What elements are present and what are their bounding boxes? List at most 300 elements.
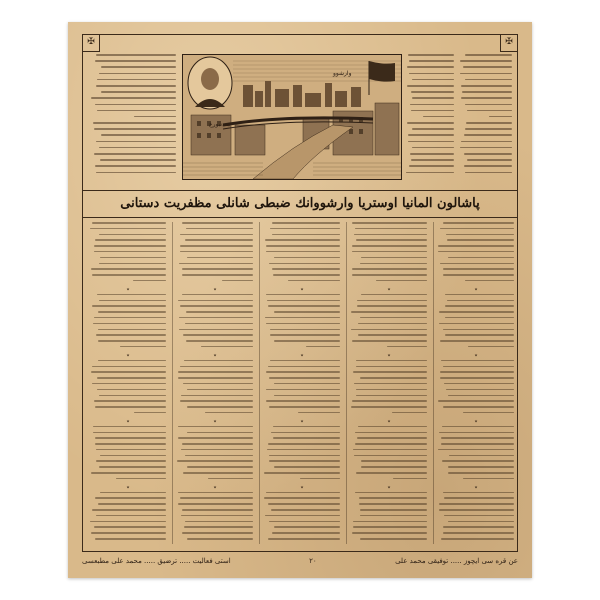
illegible-text-line [298,412,340,414]
illegible-text-line [179,329,253,331]
illegible-text-line [99,395,166,397]
illegible-text-line [272,222,340,224]
illegible-text-line [92,305,166,307]
illegible-text-line [201,346,253,348]
illegible-text-line [93,426,166,428]
illegible-text-line [353,449,427,451]
illegible-text-line [354,234,427,236]
illegible-text-line [464,165,512,167]
illegible-text-line [187,432,253,434]
illegible-text-line [360,317,427,319]
section-divider-icon: ٭ [213,417,217,425]
illegible-text-line [361,257,427,259]
top-right-text-column [460,54,512,178]
illegible-text-line [177,460,253,462]
illegible-text-line [438,400,514,402]
illegible-text-line [96,172,176,174]
illegible-text-line [269,460,340,462]
illegible-text-line [116,478,166,480]
illegible-text-line [438,449,514,451]
illegible-text-line [439,432,514,434]
illegible-text-line [306,346,340,348]
illegible-text-line [93,323,166,325]
illegible-text-line [355,432,427,434]
illegible-text-line [354,383,427,385]
illegible-text-line [266,294,340,296]
illegible-text-line [182,274,253,276]
illegible-text-line [440,377,514,379]
illegible-text-line [356,366,427,368]
illegible-text-line [460,147,512,149]
section-divider-icon: ٭ [387,351,391,359]
illegible-text-line [360,263,427,265]
illegible-text-line [463,412,514,414]
illegible-text-line [448,472,514,474]
illegible-text-line [300,478,340,480]
illegible-text-line [439,503,514,505]
illegible-text-line [439,509,514,511]
top-left-text-column [90,54,176,178]
illegible-text-line [183,472,253,474]
illegible-text-line [265,515,340,517]
illegible-text-line [274,526,340,528]
newspaper-sheet [68,22,532,578]
illegible-text-line [411,110,454,112]
illegible-text-line [440,340,514,342]
section-divider-icon: ٭ [126,417,130,425]
corner-ornament-icon: ✠ [500,34,518,52]
illegible-text-line [96,141,176,143]
illegible-text-line [412,128,454,130]
illegible-text-line [467,110,512,112]
illegible-text-line [95,60,176,62]
text-column [346,222,427,544]
illegible-text-line [222,280,253,282]
illegible-text-line [97,79,176,81]
illegible-text-line [91,472,166,474]
illegible-text-line [268,366,340,368]
illegible-text-line [92,274,166,276]
illegible-text-line [270,360,340,362]
illegible-text-line [205,412,253,414]
illegible-text-line [97,377,166,379]
illegible-text-line [268,305,340,307]
illegible-text-line [134,412,166,414]
illegible-text-line [95,497,166,499]
illegible-text-line [267,300,340,302]
illegible-text-line [101,91,176,93]
illegible-text-line [443,526,514,528]
illegible-text-line [94,153,176,155]
illegible-text-line [408,54,454,56]
illegible-text-line [98,503,166,505]
illegible-text-line [352,245,427,247]
illegible-text-line [354,455,427,457]
illegible-text-line [95,239,166,241]
illegible-text-line [357,437,427,439]
illegible-text-line [96,85,176,87]
illegible-text-line [272,268,340,270]
illegible-text-line [182,532,253,534]
illegible-text-line [185,323,253,325]
illegible-text-line [439,323,514,325]
illegible-text-line [448,466,514,468]
illegible-text-line [181,449,253,451]
illegible-text-line [95,406,166,408]
illegible-text-line [178,503,253,505]
illegible-text-line [464,153,512,155]
section-divider-icon: ٭ [213,351,217,359]
illegible-text-line [438,245,514,247]
illegible-text-line [274,383,340,385]
illegible-text-line [178,300,253,302]
illegible-text-line [358,323,427,325]
section-divider-icon: ٭ [300,417,304,425]
illegible-text-line [361,460,427,462]
illegible-text-line [178,371,253,373]
section-divider-icon: ٭ [387,285,391,293]
illegible-text-line [446,234,514,236]
illegible-text-line [97,294,166,296]
illegible-text-line [186,311,253,313]
section-divider-icon: ٭ [213,285,217,293]
illegible-text-line [272,532,340,534]
illegible-text-line [409,165,454,167]
illegible-text-line [266,371,340,373]
illegible-text-line [412,147,454,149]
illegible-text-line [441,538,514,540]
illegible-text-line [133,280,166,282]
section-divider-icon: ٭ [387,483,391,491]
illegible-text-line [91,268,166,270]
illegible-text-line [356,472,427,474]
illegible-text-line [461,141,512,143]
illegible-text-line [273,274,340,276]
illegible-text-line [353,371,427,373]
illegible-text-line [407,66,454,68]
section-divider-icon: ٭ [474,483,478,491]
illegible-text-line [356,389,427,391]
illegible-text-line [99,234,166,236]
illegible-text-line [274,257,340,259]
illegible-text-line [441,360,514,362]
illegible-text-line [269,521,340,523]
illegible-text-line [92,366,166,368]
illegible-text-line [99,73,176,75]
illegible-text-line [266,492,340,494]
illegible-text-line [186,228,253,230]
illegible-text-line [445,305,514,307]
illegible-text-line [269,263,340,265]
illegible-text-line [356,239,427,241]
illegible-text-line [180,245,253,247]
illegible-text-line [357,305,427,307]
illegible-text-line [273,437,340,439]
illegible-text-line [406,172,454,174]
illegible-text-line [95,443,166,445]
section-divider-icon: ٭ [126,285,130,293]
illegible-text-line [465,104,512,106]
illegible-text-line [97,110,176,112]
illegible-text-line [179,263,253,265]
section-divider-icon: ٭ [387,417,391,425]
illegible-text-line [273,426,340,428]
illegible-text-line [96,334,166,336]
illegible-text-line [410,104,454,106]
illegible-text-line [178,437,253,439]
illegible-text-line [274,311,340,313]
illegible-text-line [438,251,514,253]
illegible-text-line [464,134,512,136]
illegible-text-line [269,455,340,457]
illegible-text-line [445,294,514,296]
illegible-text-line [95,538,166,540]
illegible-text-line [443,222,514,224]
illegible-text-line [351,406,427,408]
footer-left-imprint: استی فعالیت ..... ترضیق ..... محمد علی مطبعسی [82,557,231,565]
illegible-text-line [94,251,166,253]
illegible-text-line [265,317,340,319]
illegible-text-line [180,400,253,402]
illegible-text-line [355,492,427,494]
illegible-text-line [448,521,514,523]
illegible-text-line [443,274,514,276]
illegible-text-line [466,122,512,124]
illegible-text-line [91,371,166,373]
illegible-text-line [270,228,340,230]
illegible-text-line [463,478,514,480]
engraving-caption: وارشوو [333,70,352,77]
illegible-text-line [95,104,176,106]
illegible-text-line [94,526,166,528]
illegible-text-line [99,147,176,149]
illegible-text-line [446,389,514,391]
illegible-text-line [179,317,253,319]
illegible-text-line [449,455,514,457]
text-column [259,222,340,544]
illegible-text-line [351,311,427,313]
illegible-text-line [185,239,253,241]
illegible-text-line [184,526,253,528]
illegible-text-line [442,460,514,462]
illegible-text-line [95,165,176,167]
illegible-text-line [185,521,253,523]
illegible-text-line [447,300,514,302]
illegible-text-line [268,443,340,445]
illegible-text-line [443,492,514,494]
illegible-text-line [94,128,176,130]
illegible-text-line [445,317,514,319]
illegible-text-line [448,395,514,397]
illegible-text-line [409,60,454,62]
illegible-text-line [185,455,253,457]
illegible-text-line [355,443,427,445]
illegible-text-line [120,346,166,348]
illegible-text-line [356,395,427,397]
illegible-text-line [352,340,427,342]
illegible-text-line [90,521,166,523]
text-column [433,222,514,544]
illegible-text-line [183,334,253,336]
illegible-text-line [288,280,340,282]
illegible-text-line [361,466,427,468]
text-column [86,222,166,544]
illegible-text-line [387,346,427,348]
illegible-text-line [93,432,166,434]
illegible-text-line [443,366,514,368]
illegible-text-line [272,234,340,236]
text-column [172,222,253,544]
illegible-text-line [100,492,166,494]
illegible-text-line [94,245,166,247]
section-divider-icon: ٭ [474,285,478,293]
illegible-text-line [359,497,427,499]
illegible-text-line [352,268,427,270]
illegible-text-line [96,515,166,517]
illegible-text-line [269,377,340,379]
illegible-text-line [271,509,340,511]
illegible-text-line [101,66,176,68]
illegible-text-line [96,460,166,462]
illegible-text-line [461,85,512,87]
illegible-text-line [351,329,427,331]
portrait-caption: هندنبورغ [209,121,231,128]
illegible-text-line [410,153,454,155]
illegible-text-line [411,91,454,93]
illegible-text-line [91,97,176,99]
illegible-text-line [270,329,340,331]
city-engraving-illustration [182,54,402,180]
illegible-text-line [489,116,512,118]
section-divider-icon: ٭ [300,483,304,491]
top-right-text-column [406,54,454,178]
illegible-text-line [423,116,454,118]
illegible-text-line [443,268,514,270]
illegible-text-line [265,239,340,241]
illegible-text-line [468,346,514,348]
illegible-text-line [266,400,340,402]
illegible-text-line [187,389,253,391]
illegible-text-line [187,257,253,259]
illegible-text-line [444,515,514,517]
illegible-text-line [356,360,427,362]
corner-ornament-icon: ✠ [82,34,100,52]
illegible-text-line [412,79,454,81]
illegible-text-line [465,79,512,81]
illegible-text-line [266,389,340,391]
illegible-text-line [91,532,166,534]
illegible-text-line [178,377,253,379]
illegible-text-line [445,334,514,336]
illegible-text-line [460,60,512,62]
footer-right-imprint: عن قره سی ایچوز ..... توفیقی محمد علی [395,557,518,565]
illegible-text-line [94,317,166,319]
illegible-text-line [267,449,340,451]
illegible-text-line [264,497,340,499]
illegible-text-line [98,340,166,342]
illegible-text-line [441,443,514,445]
illegible-text-line [92,222,166,224]
illegible-text-line [182,294,253,296]
illegible-text-line [360,538,427,540]
illegible-text-line [268,503,340,505]
section-divider-icon: ٭ [474,417,478,425]
illegible-text-line [180,366,253,368]
imprint-footer [82,554,518,568]
illegible-text-line [411,159,454,161]
section-divider-icon: ٭ [300,285,304,293]
illegible-text-line [447,239,514,241]
illegible-text-line [180,234,253,236]
illegible-text-line [352,222,427,224]
illegible-text-line [463,66,512,68]
illegible-text-line [274,466,340,468]
illegible-text-line [353,526,427,528]
illegible-text-line [465,280,514,282]
illegible-text-line [266,245,340,247]
illegible-text-line [182,443,253,445]
illegible-text-line [187,406,253,408]
illegible-text-line [440,263,514,265]
page-number: ٢٠ [309,557,317,565]
illegible-text-line [407,85,454,87]
illegible-text-line [393,478,427,480]
illegible-text-line [100,257,166,259]
illegible-text-line [186,340,253,342]
illegible-text-line [180,497,253,499]
illegible-text-line [183,383,253,385]
illegible-text-line [266,323,340,325]
illegible-text-line [465,172,512,174]
illegible-text-line [100,455,166,457]
section-divider-icon: ٭ [474,351,478,359]
illegible-text-line [409,73,454,75]
illegible-text-line [442,426,514,428]
illegible-text-line [359,503,427,505]
illegible-text-line [376,280,427,282]
illegible-text-line [467,159,512,161]
illegible-text-line [134,116,176,118]
article-body [86,222,514,544]
illegible-text-line [264,472,340,474]
illegible-text-line [443,532,514,534]
illegible-text-line [93,122,176,124]
illegible-text-line [180,251,253,253]
illegible-text-line [439,311,514,313]
illegible-text-line [407,122,454,124]
illegible-text-line [461,97,512,99]
illegible-text-line [274,395,340,397]
section-divider-icon: ٭ [300,351,304,359]
illegible-text-line [92,383,166,385]
illegible-text-line [465,128,512,130]
illegible-text-line [392,412,427,414]
illegible-text-line [360,509,427,511]
illegible-text-line [90,228,166,230]
illegible-text-line [101,134,176,136]
illegible-text-line [178,426,253,428]
illegible-text-line [182,268,253,270]
illegible-text-line [441,437,514,439]
illegible-text-line [357,300,427,302]
illegible-text-line [94,400,166,402]
illegible-text-line [184,360,253,362]
illegible-text-line [208,478,253,480]
illegible-text-line [352,251,427,253]
illegible-text-line [440,371,514,373]
headline: پاشالون المانیا اوستریا وارشووانك ضبطی شانلی مظفریت دستانی [82,190,518,218]
illegible-text-line [99,263,166,265]
